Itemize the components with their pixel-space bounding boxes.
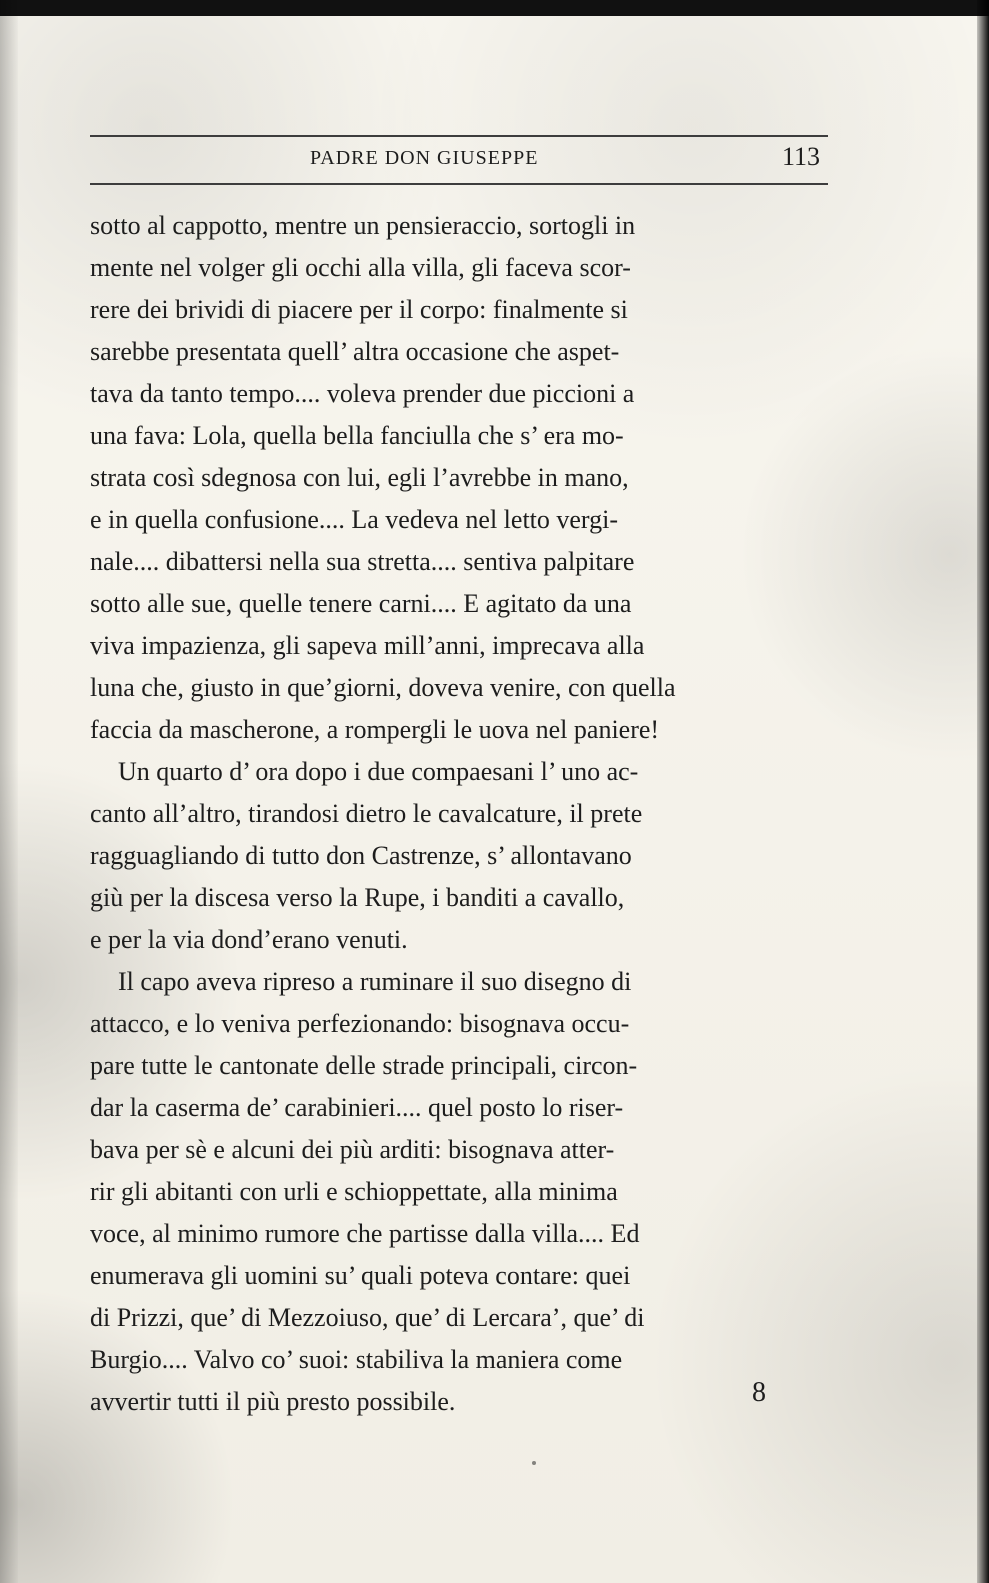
- scan-right-shadow: [977, 0, 989, 1583]
- body-text: [90, 205, 828, 1423]
- text-line-19: Il capo aveva ripreso a ruminare il suo disegno di: [118, 967, 632, 996]
- text-line-9: nale.... dibattersi nella sua stretta.... sentiva palpitare: [90, 547, 635, 576]
- text-line-18: e per la via dond’erano venuti.: [90, 925, 408, 954]
- text-line-23: bava per sè e alcuni dei più arditi: bisognava atter-: [90, 1135, 615, 1164]
- text-line-15: canto all’altro, tirandosi dietro le cavalcature, il prete: [90, 799, 643, 828]
- text-line-29: avvertir tutti il più presto possibile.: [90, 1387, 456, 1416]
- ink-speck: [532, 1461, 536, 1465]
- text-line-5: tava da tanto tempo.... voleva prender due piccioni a: [90, 379, 635, 408]
- text-line-2: mente nel volger gli occhi alla villa, gli faceva scor-: [90, 253, 631, 282]
- text-line-7: strata così sdegnosa con lui, egli l’avrebbe in mano,: [90, 463, 629, 492]
- text-line-26: enumerava gli uomini su’ quali poteva contare: quei: [90, 1261, 631, 1290]
- text-line-25: voce, al minimo rumore che partisse dalla villa.... Ed: [90, 1219, 640, 1248]
- text-line-11: viva impazienza, gli sapeva mill’anni, imprecava alla: [90, 631, 645, 660]
- text-line-4: sarebbe presentata quell’ altra occasione che aspet-: [90, 337, 620, 366]
- scan-left-shadow: [0, 0, 18, 1583]
- text-line-17: giù per la discesa verso la Rupe, i banditi a cavallo,: [90, 883, 625, 912]
- page-header: [90, 135, 828, 189]
- running-title: PADRE DON GIUSEPPE: [310, 147, 539, 169]
- text-line-6: una fava: Lola, quella bella fanciulla che s’ era mo-: [90, 421, 624, 450]
- text-line-1: sotto al cappotto, mentre un pensieraccio, sortogli in: [90, 211, 636, 240]
- text-line-8: e in quella confusione.... La vedeva nel letto vergi-: [90, 505, 618, 534]
- signature-mark: 8: [752, 1377, 766, 1408]
- text-line-12: luna che, giusto in que’giorni, doveva venire, con quella: [90, 673, 676, 702]
- text-line-28: Burgio.... Valvo co’ suoi: stabiliva la maniera come: [90, 1345, 623, 1374]
- text-line-22: dar la caserma de’ carabinieri.... quel posto lo riser-: [90, 1093, 624, 1122]
- text-line-10: sotto alle sue, quelle tenere carni.... E agitato da una: [90, 589, 632, 618]
- text-line-16: ragguagliando di tutto don Castrenze, s’ allontavano: [90, 841, 632, 870]
- text-line-13: faccia da mascherone, a rompergli le uova nel paniere!: [90, 715, 660, 744]
- scan-top-shadow: [0, 0, 989, 16]
- text-line-14: Un quarto d’ ora dopo i due compaesani l’ uno ac-: [118, 757, 639, 786]
- header-bottom-rule: [90, 183, 828, 185]
- text-line-3: rere dei brividi di piacere per il corpo: finalmente si: [90, 295, 628, 324]
- text-line-20: attacco, e lo veniva perfezionando: bisognava occu-: [90, 1009, 630, 1038]
- text-line-21: pare tutte le cantonate delle strade principali, circon-: [90, 1051, 638, 1080]
- header-top-rule: [90, 135, 828, 137]
- page-number: 113: [781, 142, 820, 171]
- text-line-27: di Prizzi, que’ di Mezzoiuso, que’ di Lercara’, que’ di: [90, 1303, 645, 1332]
- text-line-24: rir gli abitanti con urli e schioppettate, alla minima: [90, 1177, 618, 1206]
